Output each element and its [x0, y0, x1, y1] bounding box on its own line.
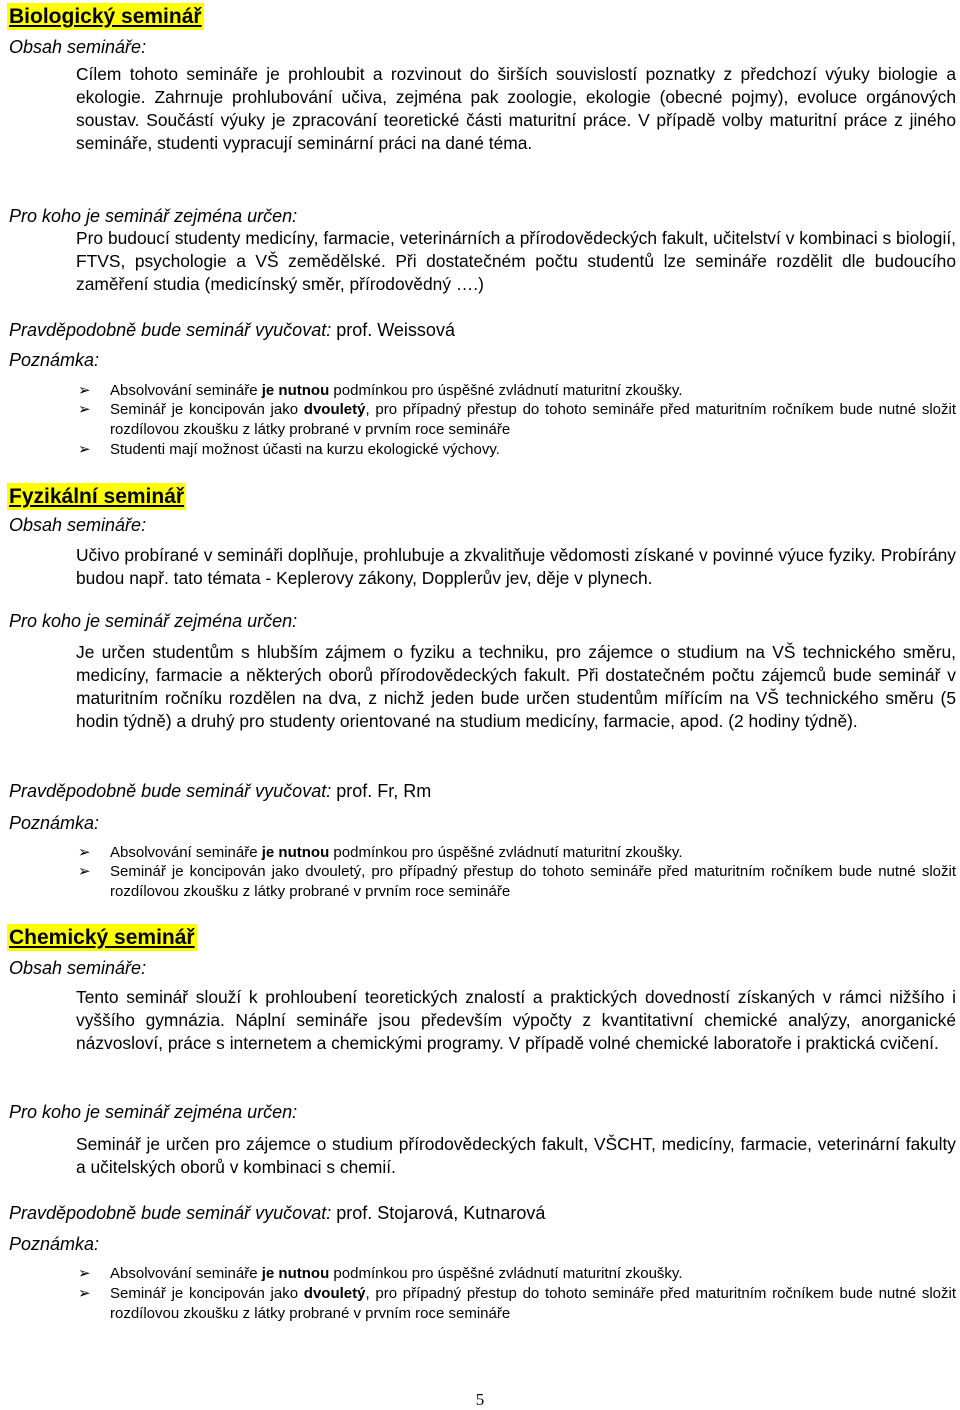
bullet-arrow-icon: ➢ [78, 382, 91, 399]
bullet-arrow-icon: ➢ [78, 401, 91, 418]
fyz-teacher-label: Pravděpodobně bude seminář vyučovat: [9, 781, 332, 801]
bio-audience: Pro budoucí studenty medicíny, farmacie, veterinárních a přírodovědeckých fakult, učitelství v kombinaci s biologií, FTVS, psychologie a VŠ zemědělské. Při dostatečném počtu studentů lze semináře rozdělit dle budoucího zaměření studia (medicínský směr, přírodovědný ….) [76, 228, 956, 294]
chem-content: Tento seminář slouží k prohloubení teoretických znalostí a praktických dovedností získaných v rámci nižšího i vyššího gymnázia. Náplní semináře jsou především výpočty z kvantitativní chemické analýzy, anorganické názvosloví, práce s internetem a chemickými programy. V případě volné chemické laboratoře i praktická cvičení. [76, 987, 956, 1053]
page-number: 5 [475, 1390, 485, 1409]
bio-note-3: ➢ Studenti mají možnost účasti na kurzu ekologické výchovy. [78, 441, 500, 458]
chem-audience: Seminář je určen pro zájemce o studium přírodovědeckých fakult, VŠCHT, medicíny, farmacie, veterinární fakulty a učitelských oborů v kombinaci s chemií. [76, 1134, 956, 1177]
fyz-audience-label: Pro koho je seminář zejména určen: [9, 611, 298, 631]
fyz-teacher-line [9, 780, 431, 803]
bio-teacher-line [9, 319, 455, 342]
bio-teacher: prof. Weissová [336, 320, 455, 340]
chem-note-2: ➢ Seminář je koncipován jako dvouletý, pro případný přestup do tohoto semináře před maturitním ročníkem bude nutné složit rozdílovou zkoušku z látky probrané v prvním roce semináře [78, 1285, 957, 1322]
chem-content-label: Obsah semináře: [9, 958, 147, 978]
fyz-note-label: Poznámka: [9, 813, 100, 833]
fyz-content-label: Obsah semináře: [9, 515, 147, 535]
chem-note-1: ➢ Absolvování semináře je nutnou podmínkou pro úspěšné zvládnutí maturitní zkoušky. [78, 1265, 683, 1282]
bullet-arrow-icon: ➢ [78, 1285, 91, 1302]
bio-note-1: ➢ Absolvování semináře je nutnou podmínkou pro úspěšné zvládnutí maturitní zkoušky. [78, 382, 683, 399]
bullet-arrow-icon: ➢ [78, 441, 91, 458]
fyz-teacher: prof. Fr, Rm [336, 781, 432, 801]
bullet-arrow-icon: ➢ [78, 1265, 91, 1282]
chem-title: Chemický seminář [9, 926, 195, 949]
bio-audience-label: Pro koho je seminář zejména určen: [9, 206, 298, 226]
fyz-title: Fyzikální seminář [9, 485, 185, 508]
chem-teacher: prof. Stojarová, Kutnarová [336, 1203, 546, 1223]
bullet-arrow-icon: ➢ [78, 844, 91, 861]
chem-teacher-label: Pravděpodobně bude seminář vyučovat: [9, 1203, 332, 1223]
chem-note-label: Poznámka: [9, 1234, 100, 1254]
chem-audience-label: Pro koho je seminář zejména určen: [9, 1102, 298, 1122]
fyz-content: Učivo probírané v semináři doplňuje, prohlubuje a zkvalitňuje vědomosti získané v povinné výuce fyziky. Probírány budou např. tato témata - Keplerovy zákony, Dopplerův jev, děje v plynech. [76, 545, 956, 588]
fyz-note-2: ➢ Seminář je koncipován jako dvouletý, pro případný přestup do tohoto semináře před maturitním ročníkem bude nutné složit rozdílovou zkoušku z látky probrané v prvním roce semináře [78, 863, 956, 900]
bio-teacher-label: Pravděpodobně bude seminář vyučovat: [9, 320, 332, 340]
bio-content: Cílem tohoto semináře je prohloubit a rozvinout do širších souvislostí poznatky z předchozí výuky biologie a ekologie. Zahrnuje prohlubování učiva, zejména pak zoologie, ekologie (obecné pojmy), evoluce orgánových soustav. Součástí výuky je zpracování teoretické části maturitní práce. V případě volby maturitní práce z jiného semináře, studenti vypracují seminární práci na dané téma. [76, 64, 956, 153]
bullet-arrow-icon: ➢ [78, 863, 91, 880]
chem-teacher-line [9, 1202, 545, 1225]
bio-content-label: Obsah semináře: [9, 37, 147, 57]
fyz-audience: Je určen studentům s hlubším zájmem o fyziku a techniku, pro zájemce o studium na VŠ technického směru, medicíny, farmacie a některých oborů přírodovědeckých fakult. Při dostatečném počtu zájemců bude seminář v maturitním ročníku rozdělen na dva, z nichž jeden bude určen studentům mířícím na VŠ technického směru (5 hodin týdně) a druhý pro studenty orientované na studium medicíny, farmacie, apod. (2 hodiny týdně). [76, 642, 956, 731]
fyz-note-1: ➢ Absolvování semináře je nutnou podmínkou pro úspěšné zvládnutí maturitní zkoušky. [78, 844, 683, 861]
bio-note-2: ➢ Seminář je koncipován jako dvouletý, pro případný přestup do tohoto semináře před maturitním ročníkem bude nutné složit rozdílovou zkoušku z látky probrané v prvním roce semináře [78, 401, 957, 438]
bio-title: Biologický seminář [9, 5, 202, 28]
bio-note-label: Poznámka: [9, 350, 100, 370]
